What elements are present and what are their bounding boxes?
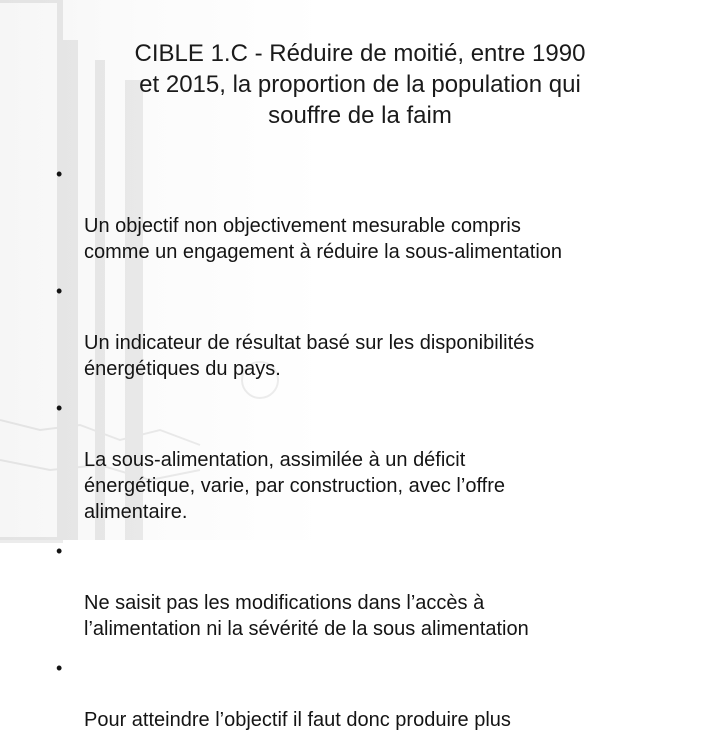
slide-title: CIBLE 1.C - Réduire de moitié, entre 1990 et 2015, la proportion de la population qui souffre de la faim [134, 40, 586, 129]
bullet-text: Pour atteindre l’objectif il faut donc produire plus [84, 709, 511, 731]
bullet-item [52, 161, 692, 265]
bullet-text: Un objectif non objectivement mesurable compris comme un engagement à réduire la sous-alimentation [84, 215, 563, 263]
bullet-text: Ne saisit pas les modifications dans l’accès à l’alimentation ni la sévérité de la sous alimentation [84, 592, 529, 640]
bullet-list [52, 161, 692, 746]
bullet-item [52, 538, 692, 642]
bullet-item [52, 278, 692, 382]
bullet-item [52, 655, 692, 733]
bullet-item [52, 395, 692, 525]
bullet-dot-icon: • [56, 164, 63, 184]
bullet-text: Un indicateur de résultat basé sur les disponibilités énergétiques du pays. [84, 332, 535, 380]
bullet-dot-icon: • [56, 658, 63, 678]
bullet-dot-icon: • [56, 541, 63, 561]
bullet-dot-icon: • [56, 398, 63, 418]
bullet-text: La sous-alimentation, assimilée à un déficit énergétique, varie, par construction, avec l’offre alimentaire. [84, 449, 505, 523]
bullet-dot-icon: • [56, 281, 63, 301]
